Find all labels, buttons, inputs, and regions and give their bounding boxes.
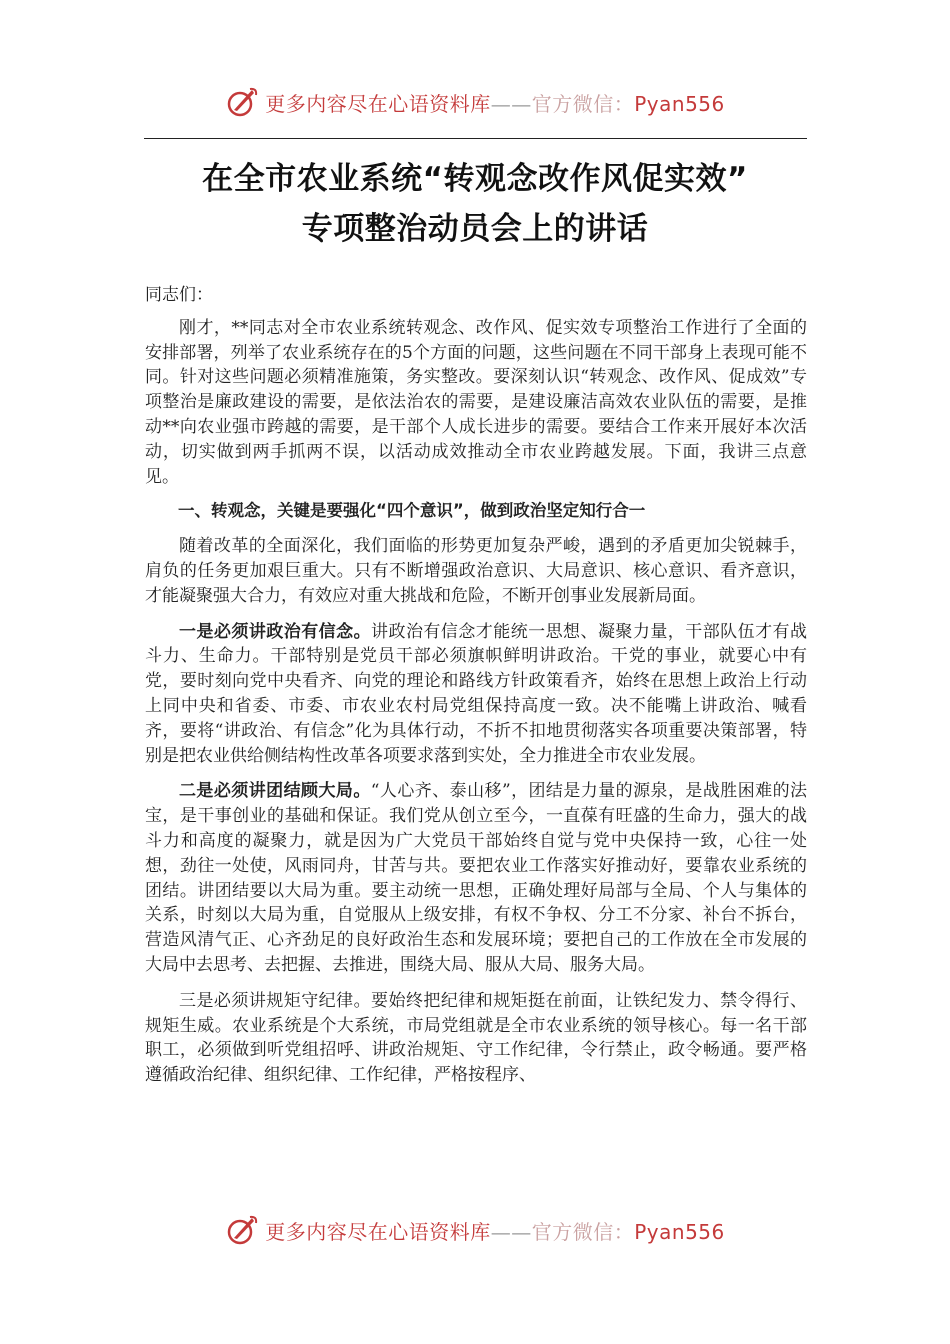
header-watermark-banner (0, 82, 950, 122)
section1-intro-paragraph: 随着改革的全面深化，我们面临的形势更加复杂严峻，遇到的矛盾更加尖锐棘手，肩负的任务更加艰巨重大。只有不断增强政治意识、大局意识、核心意识、看齐意识，才能凝聚强大合力，有效应对重大挑战和危险，不断开创事业发展新局面。 (145, 536, 807, 606)
section-heading-1: 一、转观念，关键是要强化“四个意识”，做到政治坚定知行合一 (178, 501, 646, 521)
quill-logo-icon (225, 85, 259, 119)
watermark-text: 更多内容尽在心语资料库——官方微信：Pyan556 (265, 91, 725, 116)
point-3-paragraph: 三是必须讲规矩守纪律。要始终把纪律和规矩挺在前面，让铁纪发力、禁令得行、规矩生威。农业系统是个大系统，市局党组就是全市农业系统的领导核心。每一名干部职工，必须做到听党组招呼、讲政治规矩、守工作纪律，令行禁止，政令畅通。要严格遵循政治纪律、组织纪律、工作纪律，严格按程序、 (145, 990, 807, 1086)
salutation: 同志们： (145, 285, 213, 305)
watermark-text: 更多内容尽在心语资料库——官方微信：Pyan556 (265, 1219, 725, 1244)
document-body (145, 283, 807, 1088)
document-title-line1: 在全市农业系统“转观念改作风促实效” (202, 161, 748, 197)
point-1-lead: 一是必须讲政治有信念。 (179, 621, 372, 642)
intro-paragraph: 刚才，**同志对全市农业系统转观念、改作风、促实效专项整治工作进行了全面的安排部署，列举了农业系统存在的5个方面的问题，这些问题在不同干部身上表现可能不同。针对这些问题必须精准施策，务实整改。要深刻认识“转观念、改作风、促成效”专项整治是廉政建设的需要，是依法治农的需要，是建设廉洁高效农业队伍的需要，是推动**向农业强市跨越的需要，是干部个人成长进步的需要。要结合工作来开展好本次活动，切实做到两手抓两不误，以活动成效推动全市农业跨越发展。下面，我讲三点意见。 (145, 317, 807, 487)
point-2-text: “人心齐、泰山移”，团结是力量的源泉，是战胜困难的法宝，是干事创业的基础和保证。我们党从创立至今，一直葆有旺盛的生命力，强大的战斗力和高度的凝聚力，就是因为广大党员干部始终自觉与党中央保持一致，心往一处想，劲往一处使，风雨同舟，甘苦与共。要把农业工作落实好推动好，要靠农业系统的团结。讲团结要以大局为重。要主动统一思想，正确处理好局部与全局、个人与集体的关系，时刻以大局为重，自觉服从上级安排，有权不争权、分工不分家、补台不拆台，营造风清气正、心齐劲足的良好政治生态和发展环境；要把自己的工作放在全市发展的大局中去思考、去把握、去推进，围绕大局、服从大局、服务大局。 (145, 781, 808, 975)
point-1-text: 讲政治有信念才能统一思想、凝聚力量，干部队伍才有战斗力、生命力。干部特别是党员干部必须旗帜鲜明讲政治。干党的事业，就要心中有党，要时刻向党中央看齐、向党的理论和路线方针政策看齐，始终在思想上政治上行动上同中央和省委、市委、市农业农村局党组保持高度一致。决不能嘴上讲政治、喊看齐，要将“讲政治、有信念”化为具体行动，不折不扣地贯彻落实各项重要决策部署，特别是把农业供给侧结构性改革各项要求落到实处，全力推进全市农业发展。 (145, 621, 808, 766)
document-title-line2: 专项整治动员会上的讲话 (301, 211, 649, 247)
footer-watermark-banner (0, 1210, 950, 1250)
point-1-paragraph (145, 620, 807, 769)
header-divider (144, 138, 807, 139)
point-2-lead: 二是必须讲团结顾大局。 (179, 781, 371, 802)
point-2-paragraph (145, 779, 807, 977)
quill-logo-icon (225, 1213, 259, 1247)
